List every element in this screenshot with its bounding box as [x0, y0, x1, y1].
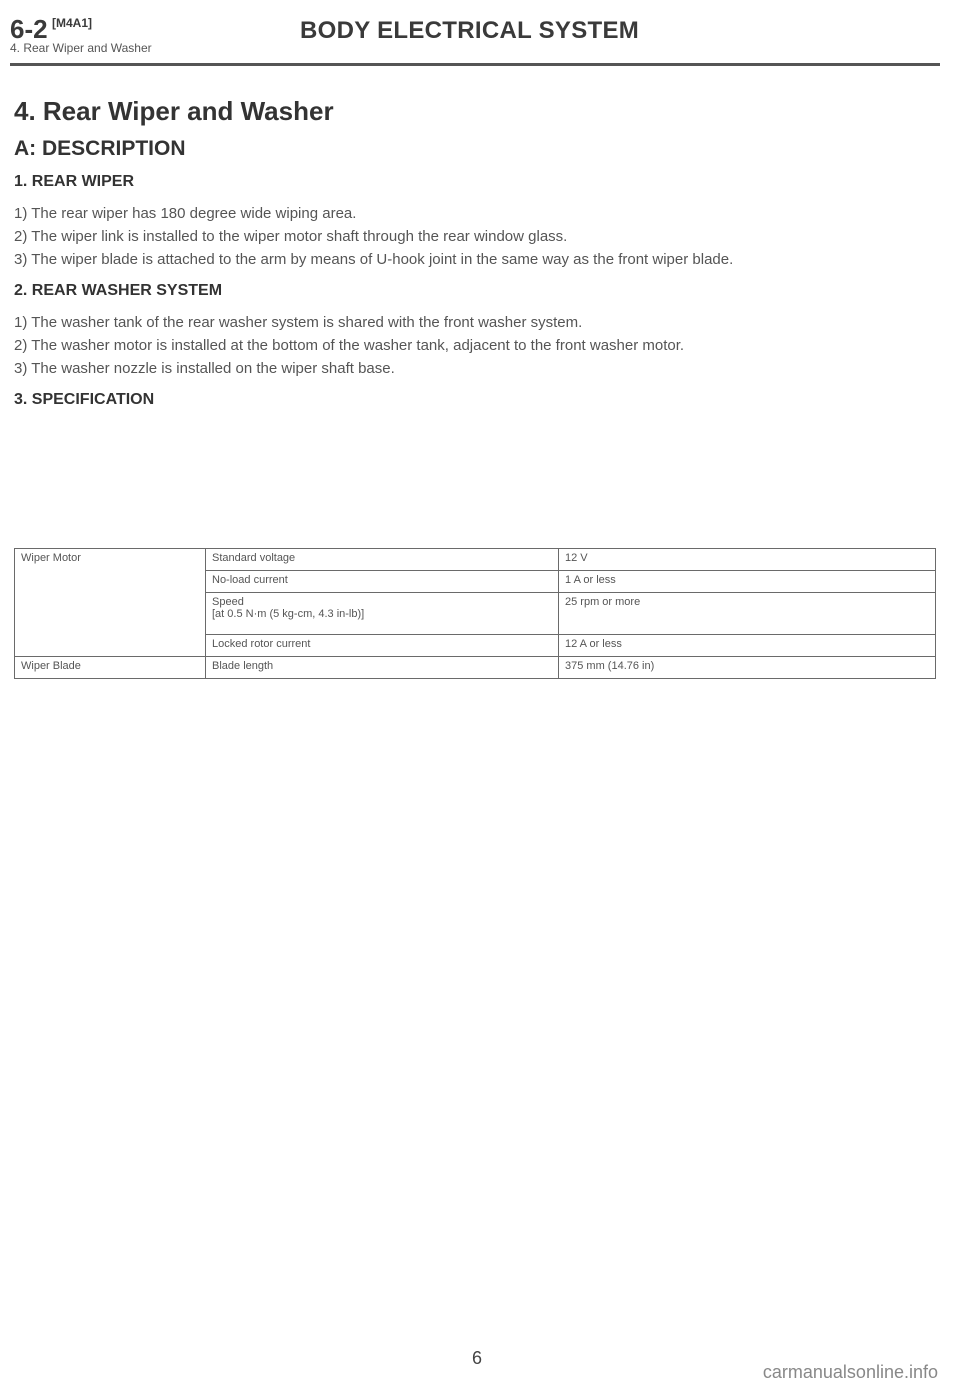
page-content [14, 96, 936, 423]
component-cell: Wiper Blade [15, 657, 206, 679]
rear-washer-item: 3) The washer nozzle is installed on the wiper shaft base. [14, 360, 395, 377]
section-title: 4. Rear Wiper and Washer [14, 96, 334, 126]
specification-table [14, 548, 936, 679]
condition-cell [206, 593, 559, 635]
rear-wiper-item: 3) The wiper blade is attached to the arm by means of U-hook joint in the same way as the front wiper blade. [14, 251, 734, 268]
component-cell: Wiper Motor [15, 549, 206, 657]
value-cell: 375 mm (14.76 in) [559, 657, 936, 679]
subsection-title: A: DESCRIPTION [14, 137, 186, 160]
condition-cell: Locked rotor current [206, 635, 559, 657]
condition-line: Speed [212, 596, 244, 608]
value-cell: 12 A or less [559, 635, 936, 657]
rear-washer-item: 2) The washer motor is installed at the bottom of the washer tank, adjacent to the front washer motor. [14, 337, 685, 354]
page-number: 6 [472, 1348, 483, 1368]
rear-wiper-item: 2) The wiper link is installed to the wiper motor shaft through the rear window glass. [14, 228, 568, 245]
rear-washer-heading: 2. REAR WASHER SYSTEM [14, 282, 223, 299]
condition-cell: Standard voltage [206, 549, 559, 571]
condition-detail: [at 0.5 N·m (5 kg-cm, 4.3 in-lb)] [212, 608, 365, 620]
value-cell: 1 A or less [559, 571, 936, 593]
value-cell: 25 rpm or more [559, 593, 936, 635]
watermark: carmanualsonline.info [762, 1362, 938, 1382]
breadcrumb: 4. Rear Wiper and Washer [10, 41, 152, 55]
condition-cell: Blade length [206, 657, 559, 679]
condition-cell: No-load current [206, 571, 559, 593]
rear-wiper-heading: 1. REAR WIPER [14, 173, 135, 190]
chapter-title: BODY ELECTRICAL SYSTEM [300, 17, 640, 44]
rear-washer-item: 1) The washer tank of the rear washer system is shared with the front washer system. [14, 314, 583, 331]
value-cell: 12 V [559, 549, 936, 571]
table-row [15, 549, 936, 571]
table-row [15, 657, 936, 679]
document-code: [M4A1] [52, 16, 93, 30]
rear-wiper-item: 1) The rear wiper has 180 degree wide wiping area. [14, 205, 357, 222]
page-section-number: 6-2 [10, 14, 48, 44]
header-divider [10, 63, 940, 66]
specification-heading: 3. SPECIFICATION [14, 391, 155, 408]
